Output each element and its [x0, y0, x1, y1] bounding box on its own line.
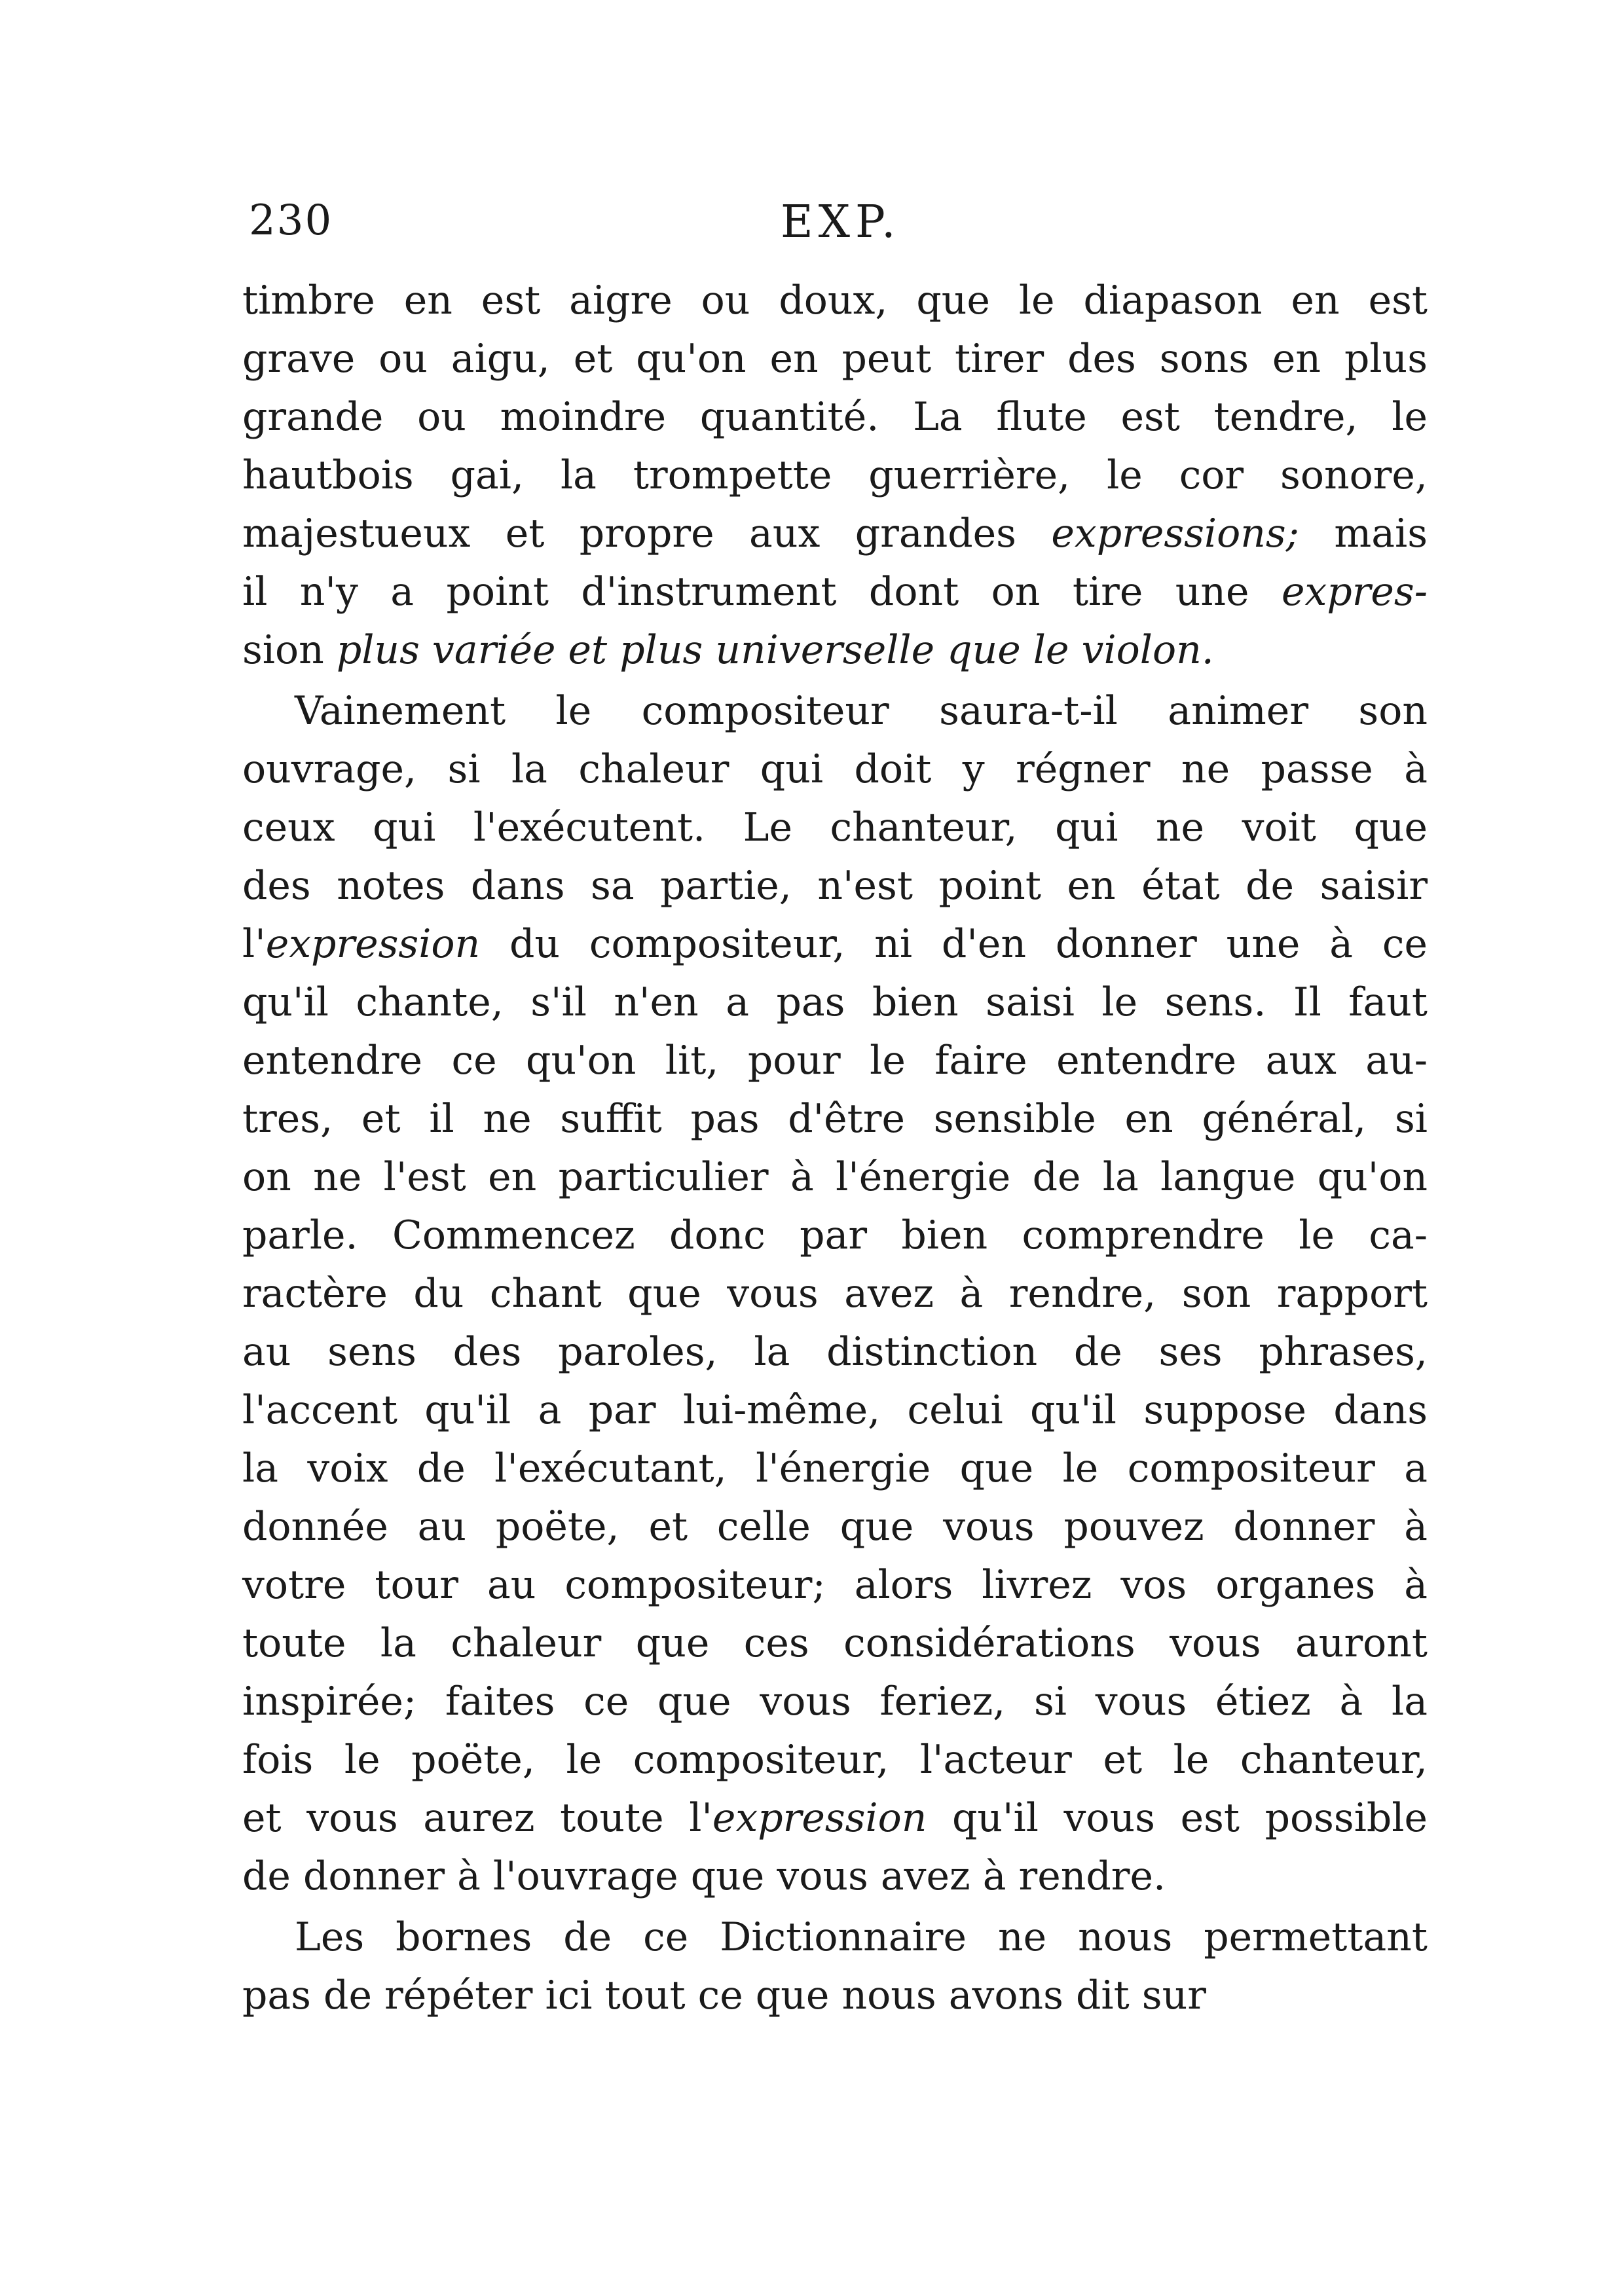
text-run: la voix de l'exécutant, l'énergie que le compositeur a — [242, 1446, 1428, 1491]
text-line — [242, 388, 1428, 446]
text-line — [242, 1556, 1428, 1614]
text-line — [242, 1090, 1428, 1148]
page-number: 230 — [249, 196, 333, 245]
text-run: ouvrage, si la chaleur qui doit y régner ne passe à — [242, 746, 1428, 792]
text-line — [242, 1498, 1428, 1556]
text-run: des notes dans sa partie, n'est point en état de saisir — [242, 863, 1428, 909]
text-run: toute la chaleur que ces considérations vous auront — [242, 1620, 1428, 1666]
text-line — [242, 1908, 1428, 1967]
paragraph — [242, 272, 1428, 680]
text-line — [242, 799, 1428, 857]
text-run: et vous aurez toute l' — [242, 1795, 712, 1841]
text-run: parle. Commencez donc par bien comprendre le ca- — [242, 1212, 1428, 1258]
text-line — [242, 1731, 1428, 1789]
italic-term: plus variée et plus universelle que le violon. — [323, 627, 1214, 673]
text-line — [242, 505, 1428, 563]
text-line — [242, 1673, 1428, 1731]
text-line — [242, 563, 1428, 621]
text-line — [242, 1265, 1428, 1323]
text-run: ractère du chant que vous avez à rendre, son rapport — [242, 1271, 1428, 1317]
text-line — [242, 1032, 1428, 1090]
text-line — [242, 446, 1428, 505]
text-line — [242, 330, 1428, 388]
text-line — [242, 682, 1428, 740]
text-line — [242, 1207, 1428, 1265]
paragraph — [242, 1908, 1428, 2025]
text-line — [242, 1848, 1428, 1906]
text-line — [242, 1323, 1428, 1381]
text-line — [242, 915, 1428, 974]
text-run: hautbois gai, la trompette guerrière, le cor sonore, — [242, 452, 1428, 498]
body-text — [242, 272, 1428, 2025]
running-head — [249, 196, 1428, 268]
text-run: Les bornes de ce Dictionnaire ne nous permettant — [295, 1914, 1428, 1960]
text-run: qu'il vous est possible — [927, 1795, 1428, 1841]
text-run: mais — [1299, 511, 1428, 556]
text-run: qu'il chante, s'il n'en a pas bien saisi le sens. Il faut — [242, 979, 1428, 1025]
text-line — [242, 740, 1428, 799]
text-line — [242, 1614, 1428, 1673]
text-run: on ne l'est en particulier à l'énergie de la langue qu'on — [242, 1154, 1428, 1200]
text-run: de donner à l'ouvrage que vous avez à rendre. — [242, 1853, 1166, 1899]
text-line — [242, 974, 1428, 1032]
running-head-title: EXP. — [781, 196, 901, 248]
text-run: tres, et il ne suffit pas d'être sensible en général, si — [242, 1096, 1428, 1142]
text-run: grave ou aigu, et qu'on en peut tirer des sons en plus — [242, 336, 1428, 382]
text-line — [242, 1967, 1428, 2025]
text-run: inspirée; faites ce que vous feriez, si vous étiez à la — [242, 1679, 1428, 1724]
text-run: fois le poëte, le compositeur, l'acteur et le chanteur, — [242, 1737, 1428, 1783]
text-run: pas de répéter ici tout ce que nous avons dit sur — [242, 1973, 1206, 2018]
text-run: votre tour au compositeur; alors livrez vos organes à — [242, 1562, 1428, 1608]
text-run: du compositeur, ni d'en donner une à ce — [480, 921, 1428, 967]
text-run: Vainement le compositeur saura-t-il animer son — [295, 688, 1428, 734]
text-line — [242, 1440, 1428, 1498]
text-run: majestueux et propre aux grandes — [242, 511, 1052, 556]
italic-term: expressions; — [1051, 511, 1299, 556]
text-run: ceux qui l'exécutent. Le chanteur, qui ne voit que — [242, 805, 1428, 850]
italic-term: expression — [712, 1795, 927, 1841]
text-run: entendre ce qu'on lit, pour le faire entendre aux au- — [242, 1038, 1428, 1084]
text-run: sion — [242, 627, 324, 673]
text-line — [242, 1148, 1428, 1207]
text-line — [242, 272, 1428, 330]
text-run: il n'y a point d'instrument dont on tire une — [242, 569, 1282, 615]
text-run: timbre en est aigre ou doux, que le diapason en est — [242, 278, 1428, 323]
text-line — [242, 621, 1428, 680]
text-line — [242, 857, 1428, 915]
text-run: l' — [242, 921, 266, 967]
text-line — [242, 1789, 1428, 1848]
text-run: au sens des paroles, la distinction de ses phrases, — [242, 1329, 1428, 1375]
italic-term: expression — [265, 921, 481, 967]
italic-term: expres- — [1281, 569, 1428, 615]
text-line — [242, 1381, 1428, 1440]
paragraph — [242, 682, 1428, 1906]
text-run: donnée au poëte, et celle que vous pouvez donner à — [242, 1504, 1428, 1550]
text-run: l'accent qu'il a par lui-même, celui qu'il suppose dans — [242, 1387, 1428, 1433]
text-run: grande ou moindre quantité. La flute est tendre, le — [242, 394, 1428, 440]
